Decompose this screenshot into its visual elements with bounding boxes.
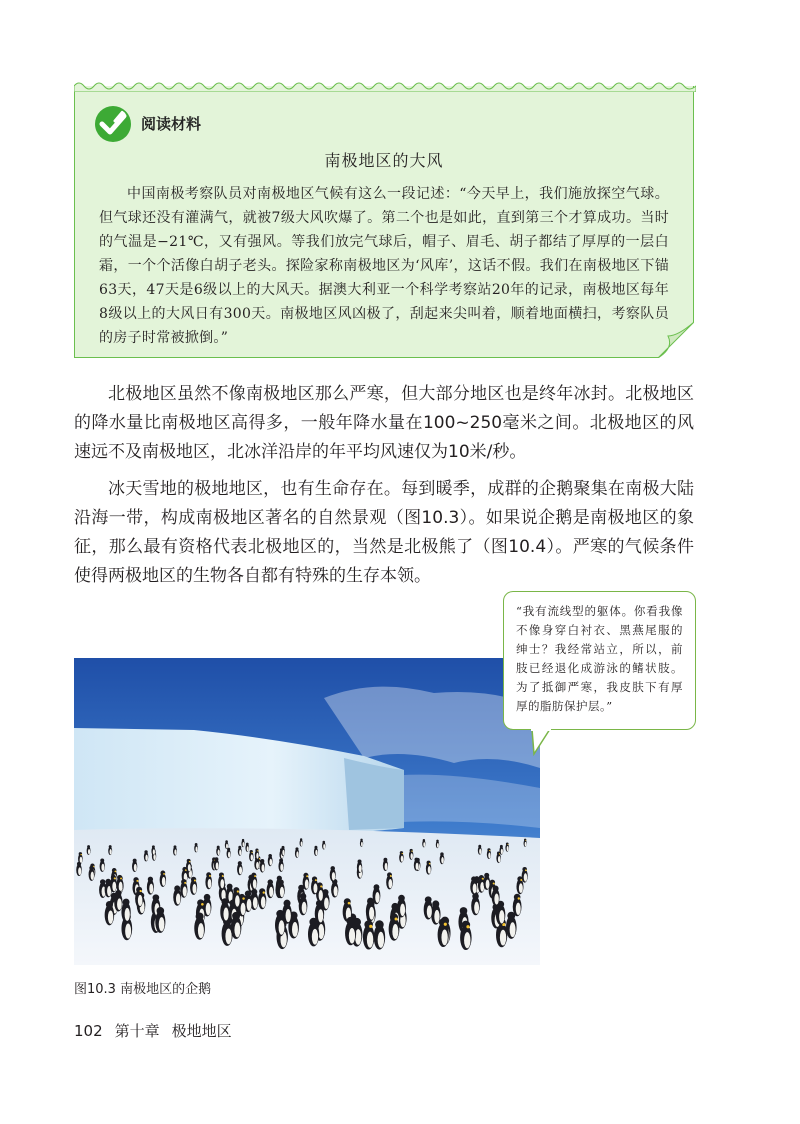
penguin-photo: [74, 658, 540, 965]
page-number: 102: [74, 1022, 103, 1040]
reading-label: 阅读材料: [141, 115, 202, 133]
chapter-title: 极地地区: [171, 1022, 232, 1040]
reading-paragraph: 中国南极考察队员对南极地区气候有这么一段记述：“今天早上，我们施放探空气球。但气球还没有灌满气，就被7级大风吹爆了。第二个也是如此，直到第三个才算成功。当时的气温是−21℃，又有强风。等我们放完气球后，帽子、眉毛、胡子都结了厚厚的一层白霜，一个个活像白胡子老头。探险家称南极地区为‘风库’，这话不假。我们在南极地区下锚63天，47天是6级以上的大风天。据澳大利亚一个科学考察站20年的记录，南极地区每年8级以上的大风日有300天。南极地区风凶极了，刮起来尖叫着，顺着地面横扫，考察队员的房子时常被掀倒。”: [99, 186, 669, 346]
figure-caption: 图10.3 南极地区的企鹅: [74, 982, 212, 997]
page-curl-corner: [658, 322, 694, 358]
speech-bubble-text: “我有流线型的躯体。你看我像不像身穿白衬衣、黑燕尾服的绅士？我经常站立，所以，前肢已经退化成游泳的鳍状肢。为了抵御严寒，我皮肤下有厚厚的脂肪保护层。”: [516, 604, 683, 713]
body-paragraph-1: 北极地区虽然不像南极地区那么严寒，但大部分地区也是终年冰封。北极地区的降水量比南极地区高得多，一般年降水量在100~250毫米之间。北极地区的风速远不及南极地区，北冰洋沿岸的年平均风速仅为10米/秒。: [74, 384, 694, 462]
reading-title: 南极地区的大风: [324, 151, 444, 170]
penguin-speech-bubble: [503, 591, 696, 730]
chapter-number: 第十章: [114, 1022, 160, 1040]
wavy-top-border: [74, 78, 696, 92]
speech-bubble-tail: [528, 728, 558, 758]
check-pencil-icon: [93, 104, 133, 144]
body-paragraph-2: 冰天雪地的极地地区，也有生命存在。每到暖季，成群的企鹅聚集在南极大陆沿海一带，构成南极地区著名的自然景观（图10.3）。如果说企鹅是南极地区的象征，那么最有资格代表北极地区的，当然是北极熊了（图10.4）。严寒的气候条件使得两极地区的生物各自都有特殊的生存本领。: [74, 479, 694, 586]
page-footer: [74, 1020, 244, 1041]
reading-material-box: [74, 86, 694, 358]
